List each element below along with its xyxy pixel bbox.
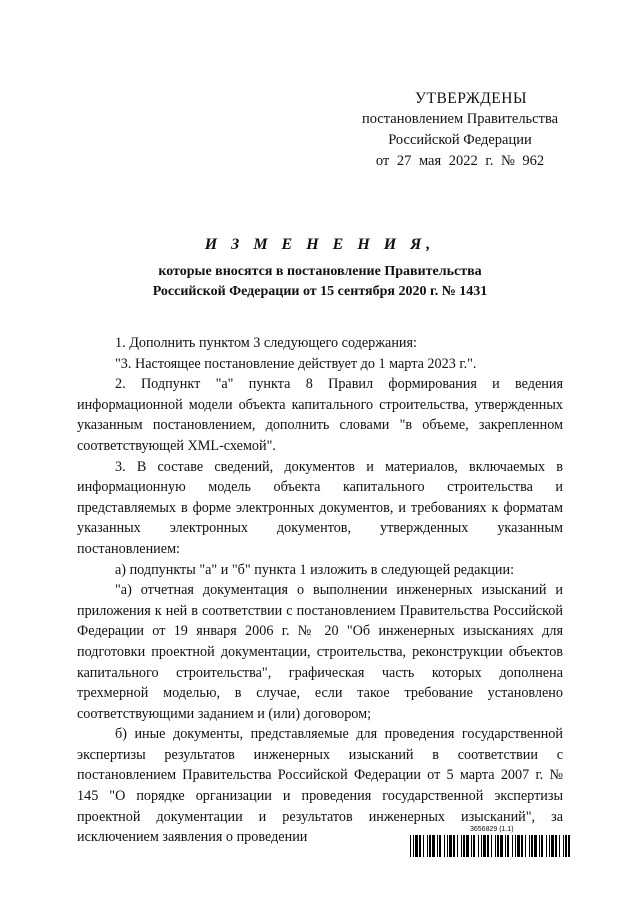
approval-heading: УТВЕРЖДЕНЫ xyxy=(415,90,527,107)
paragraph-2: "3. Настоящее постановление действует до 1 марта 2023 г.". xyxy=(115,355,477,372)
approval-line-2: Российской Федерации xyxy=(388,132,532,148)
document-body xyxy=(77,333,563,848)
paragraph-7: б) иные документы, представляемые для проведения государственной экспертизы результатов инженерных изысканий в соответствии с постановлением Правительства Российской Федерации от 5 марта 2007 г. № 145 "О порядке организации и проведения государственной экспертизы проектной документации и результатов инженерных изысканий", за исключением заявления о проведении xyxy=(77,726,563,846)
document-title: И З М Е Н Е Н И Я, xyxy=(204,236,436,253)
approval-block xyxy=(340,88,580,172)
subtitle-line-1: которые вносятся в постановление Правительства xyxy=(158,264,482,279)
barcode-label: 3656829 (1.1) xyxy=(470,826,514,833)
paragraph-3: 2. Подпункт "а" пункта 8 Правил формирования и ведения информационной модели объекта капитального строительства, утвержденных указанным постановлением, дополнить словами "в объеме, закрепленном соответствующей XML-схемой". xyxy=(77,376,563,454)
paragraph-5: а) подпункты "а" и "б" пункта 1 изложить в следующей редакции: xyxy=(115,561,515,578)
paragraph-4: 3. В составе сведений, документов и материалов, включаемых в информационную модель объекта капитального строительства и представляемых в форме электронных документов, и требованиях к форматам указанных электронных документов, утвержденных указанным постановлением: xyxy=(77,458,563,557)
approval-line-3: от 27 мая 2022 г. № 962 xyxy=(375,153,545,169)
subtitle-line-2: Российской Федерации от 15 сентября 2020 г. № 1431 xyxy=(152,284,488,299)
document-subtitle xyxy=(80,262,560,302)
paragraph-1: 1. Дополнить пунктом 3 следующего содержания: xyxy=(115,335,417,351)
paragraph-6: "а) отчетная документация о выполнении инженерных изысканий и приложения к ней в соответствии с постановлением Правительства Российской Федерации от 19 января 2006 г. № 20 "Об инженерных изысканиях для подготовки проектной документации, строительства, реконструкции объектов капитального строительства", графическая часть которых дополнена трехмерной моделью, в случае, если такое требование установлено соответствующими заданием и (или) договором; xyxy=(77,582,563,722)
barcode xyxy=(410,835,570,857)
approval-line-1: постановлением Правительства xyxy=(361,111,559,127)
